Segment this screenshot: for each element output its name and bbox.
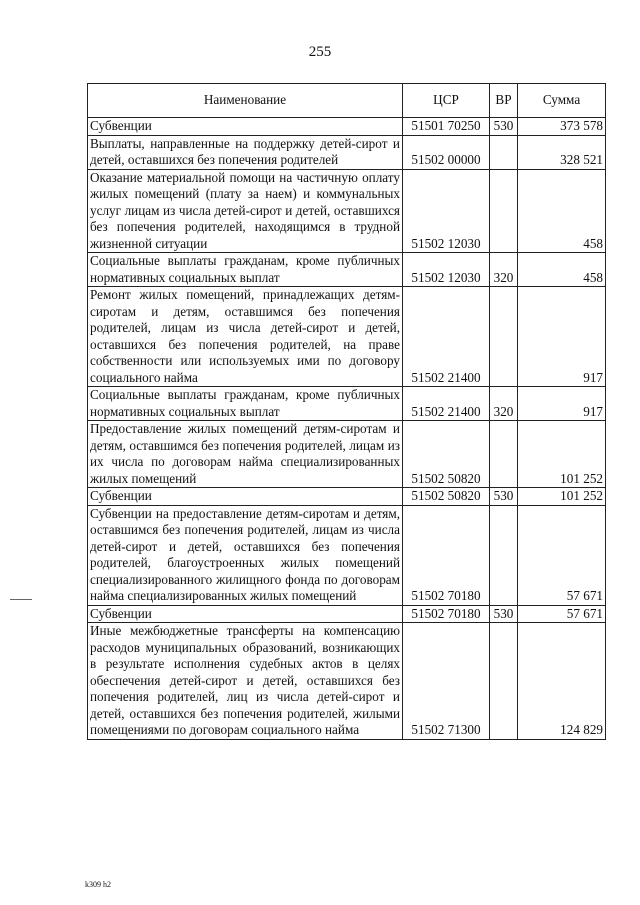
table-row [88, 505, 606, 605]
cell-csr: 51502 70180 [403, 605, 490, 623]
cell-sum: 57 671 [518, 605, 606, 623]
cell-name: Субвенции на предоставление детям-сиротам и детям, оставшимся без попечения родителей, лицам из числа детей-сирот и детей, оставшихся без попечения родителей, благоустроенных жилых помещений специализированного жилищного фонда по договорам найма специализированных жилых помещений [88, 505, 403, 605]
cell-csr: 51502 50820 [403, 488, 490, 506]
table-row [88, 135, 606, 169]
cell-sum: 458 [518, 169, 606, 253]
cell-csr: 51502 21400 [403, 287, 490, 387]
cell-vr: 530 [490, 488, 518, 506]
cell-csr: 51502 21400 [403, 387, 490, 421]
cell-csr: 51502 50820 [403, 421, 490, 488]
cell-vr [490, 135, 518, 169]
table-row [88, 387, 606, 421]
cell-name: Предоставление жилых помещений детям-сиротам и детям, оставшимся без попечения родителей, лицам из их числа по договорам найма специализированных жилых помещений [88, 421, 403, 488]
cell-name: Субвенции [88, 605, 403, 623]
cell-csr: 51502 71300 [403, 623, 490, 740]
cell-csr: 51502 00000 [403, 135, 490, 169]
cell-name: Выплаты, направленные на поддержку детей-сирот и детей, оставшихся без попечения родителей [88, 135, 403, 169]
cell-csr: 51502 70180 [403, 505, 490, 605]
cell-vr: 320 [490, 387, 518, 421]
cell-vr [490, 505, 518, 605]
cell-vr: 320 [490, 253, 518, 287]
table-row [88, 421, 606, 488]
cell-csr: 51501 70250 [403, 118, 490, 136]
footer-code: k309 h2 [85, 880, 111, 889]
header-name: Наименование [88, 84, 403, 118]
cell-name: Социальные выплаты гражданам, кроме публичных нормативных социальных выплат [88, 253, 403, 287]
cell-vr: 530 [490, 118, 518, 136]
table-body [88, 118, 606, 740]
cell-csr: 51502 12030 [403, 169, 490, 253]
cell-sum: 458 [518, 253, 606, 287]
cell-vr [490, 421, 518, 488]
cell-name: Социальные выплаты гражданам, кроме публичных нормативных социальных выплат [88, 387, 403, 421]
table-row [88, 118, 606, 136]
table-row [88, 605, 606, 623]
cell-name: Оказание материальной помощи на частичную оплату жилых помещений (плату за наем) и коммунальных услуг лицам из числа детей-сирот и детей, оставшихся без попечения родителей, находящимся в трудной жизненной ситуации [88, 169, 403, 253]
table-row [88, 169, 606, 253]
header-sum: Сумма [518, 84, 606, 118]
cell-vr [490, 287, 518, 387]
table-row [88, 623, 606, 740]
table-header-row [88, 84, 606, 118]
table-row [88, 287, 606, 387]
table-row [88, 488, 606, 506]
table-row [88, 253, 606, 287]
cell-sum: 101 252 [518, 488, 606, 506]
cell-sum: 124 829 [518, 623, 606, 740]
page-number: 255 [308, 44, 332, 60]
cell-sum: 101 252 [518, 421, 606, 488]
cell-vr: 530 [490, 605, 518, 623]
cell-sum: 373 578 [518, 118, 606, 136]
cell-csr: 51502 12030 [403, 253, 490, 287]
cell-name: Субвенции [88, 488, 403, 506]
cell-name: Ремонт жилых помещений, принадлежащих детям-сиротам и детям, оставшимся без попечения родителей, лицам из числа детей-сирот и детей, оставшихся без попечения родителей, на праве собственности или используемых ими по договору социального найма [88, 287, 403, 387]
cell-sum: 917 [518, 287, 606, 387]
header-vr: ВР [490, 84, 518, 118]
budget-table [87, 83, 606, 740]
header-csr: ЦСР [403, 84, 490, 118]
cell-vr [490, 169, 518, 253]
cell-name: Иные межбюджетные трансферты на компенсацию расходов муниципальных образований, возникающих в результате исполнения судебных актов в целях обеспечения детей-сирот и детей, оставшихся без попечения родителей, лиц из числа детей-сирот и детей, оставшихся без попечения родителей, жилыми помещениями по договорам социального найма [88, 623, 403, 740]
cell-sum: 917 [518, 387, 606, 421]
margin-mark [10, 599, 32, 600]
cell-sum: 328 521 [518, 135, 606, 169]
cell-vr [490, 623, 518, 740]
cell-name: Субвенции [88, 118, 403, 136]
cell-sum: 57 671 [518, 505, 606, 605]
